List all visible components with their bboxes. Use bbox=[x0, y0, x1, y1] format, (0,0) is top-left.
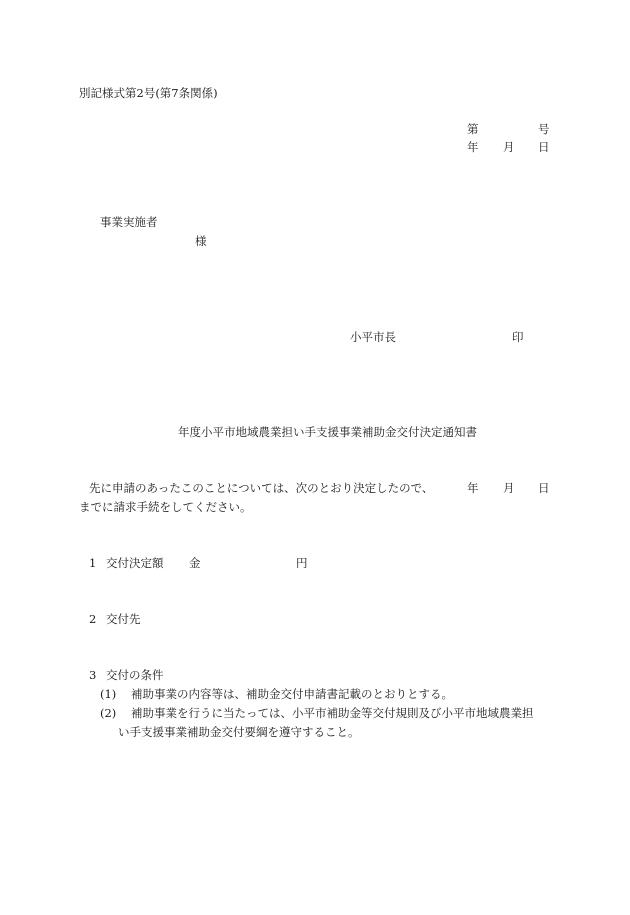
item-2-number: 2 bbox=[89, 612, 97, 626]
addressee-title: 事業実施者 bbox=[100, 215, 158, 229]
form-label: 別記様式第2号(第7条関係) bbox=[79, 86, 218, 100]
body-line-2: までに請求手続をしてください。 bbox=[79, 500, 252, 514]
condition-2-number: (2) bbox=[100, 706, 117, 720]
condition-1-number: (1) bbox=[100, 687, 117, 701]
issuer-name: 小平市長 bbox=[350, 330, 396, 344]
item-2-label: 交付先 bbox=[106, 612, 141, 626]
doc-number-suffix: 号 bbox=[538, 122, 550, 136]
issuer-seal: 印 bbox=[512, 330, 524, 344]
body-line-1: 先に申請のあったこのことについては、次のとおり決定したので、 bbox=[89, 481, 434, 495]
body-day: 日 bbox=[538, 481, 550, 495]
date-year: 年 bbox=[467, 140, 479, 154]
doc-number-prefix: 第 bbox=[467, 122, 479, 136]
condition-2-text-line-2: い手支援事業補助金交付要綱を遵守すること。 bbox=[118, 725, 360, 739]
document-title: 年度小平市地域農業担い手支援事業補助金交付決定通知書 bbox=[178, 425, 477, 439]
body-year: 年 bbox=[467, 481, 479, 495]
item-1-number: 1 bbox=[89, 556, 97, 570]
item-1-unit: 円 bbox=[296, 556, 308, 570]
item-3-label: 交付の条件 bbox=[106, 668, 164, 682]
date-day: 日 bbox=[538, 140, 550, 154]
date-month: 月 bbox=[503, 140, 515, 154]
body-month: 月 bbox=[503, 481, 515, 495]
item-1-label: 交付決定額 bbox=[106, 556, 164, 570]
item-3-number: 3 bbox=[89, 668, 97, 682]
item-1-prefix: 金 bbox=[189, 556, 201, 570]
condition-2-text-line-1: 補助事業を行うに当たっては、小平市補助金等交付規則及び小平市地域農業担 bbox=[131, 706, 534, 720]
addressee-honorific: 様 bbox=[195, 234, 207, 248]
condition-1-text: 補助事業の内容等は、補助金交付申請書記載のとおりとする。 bbox=[131, 687, 453, 701]
